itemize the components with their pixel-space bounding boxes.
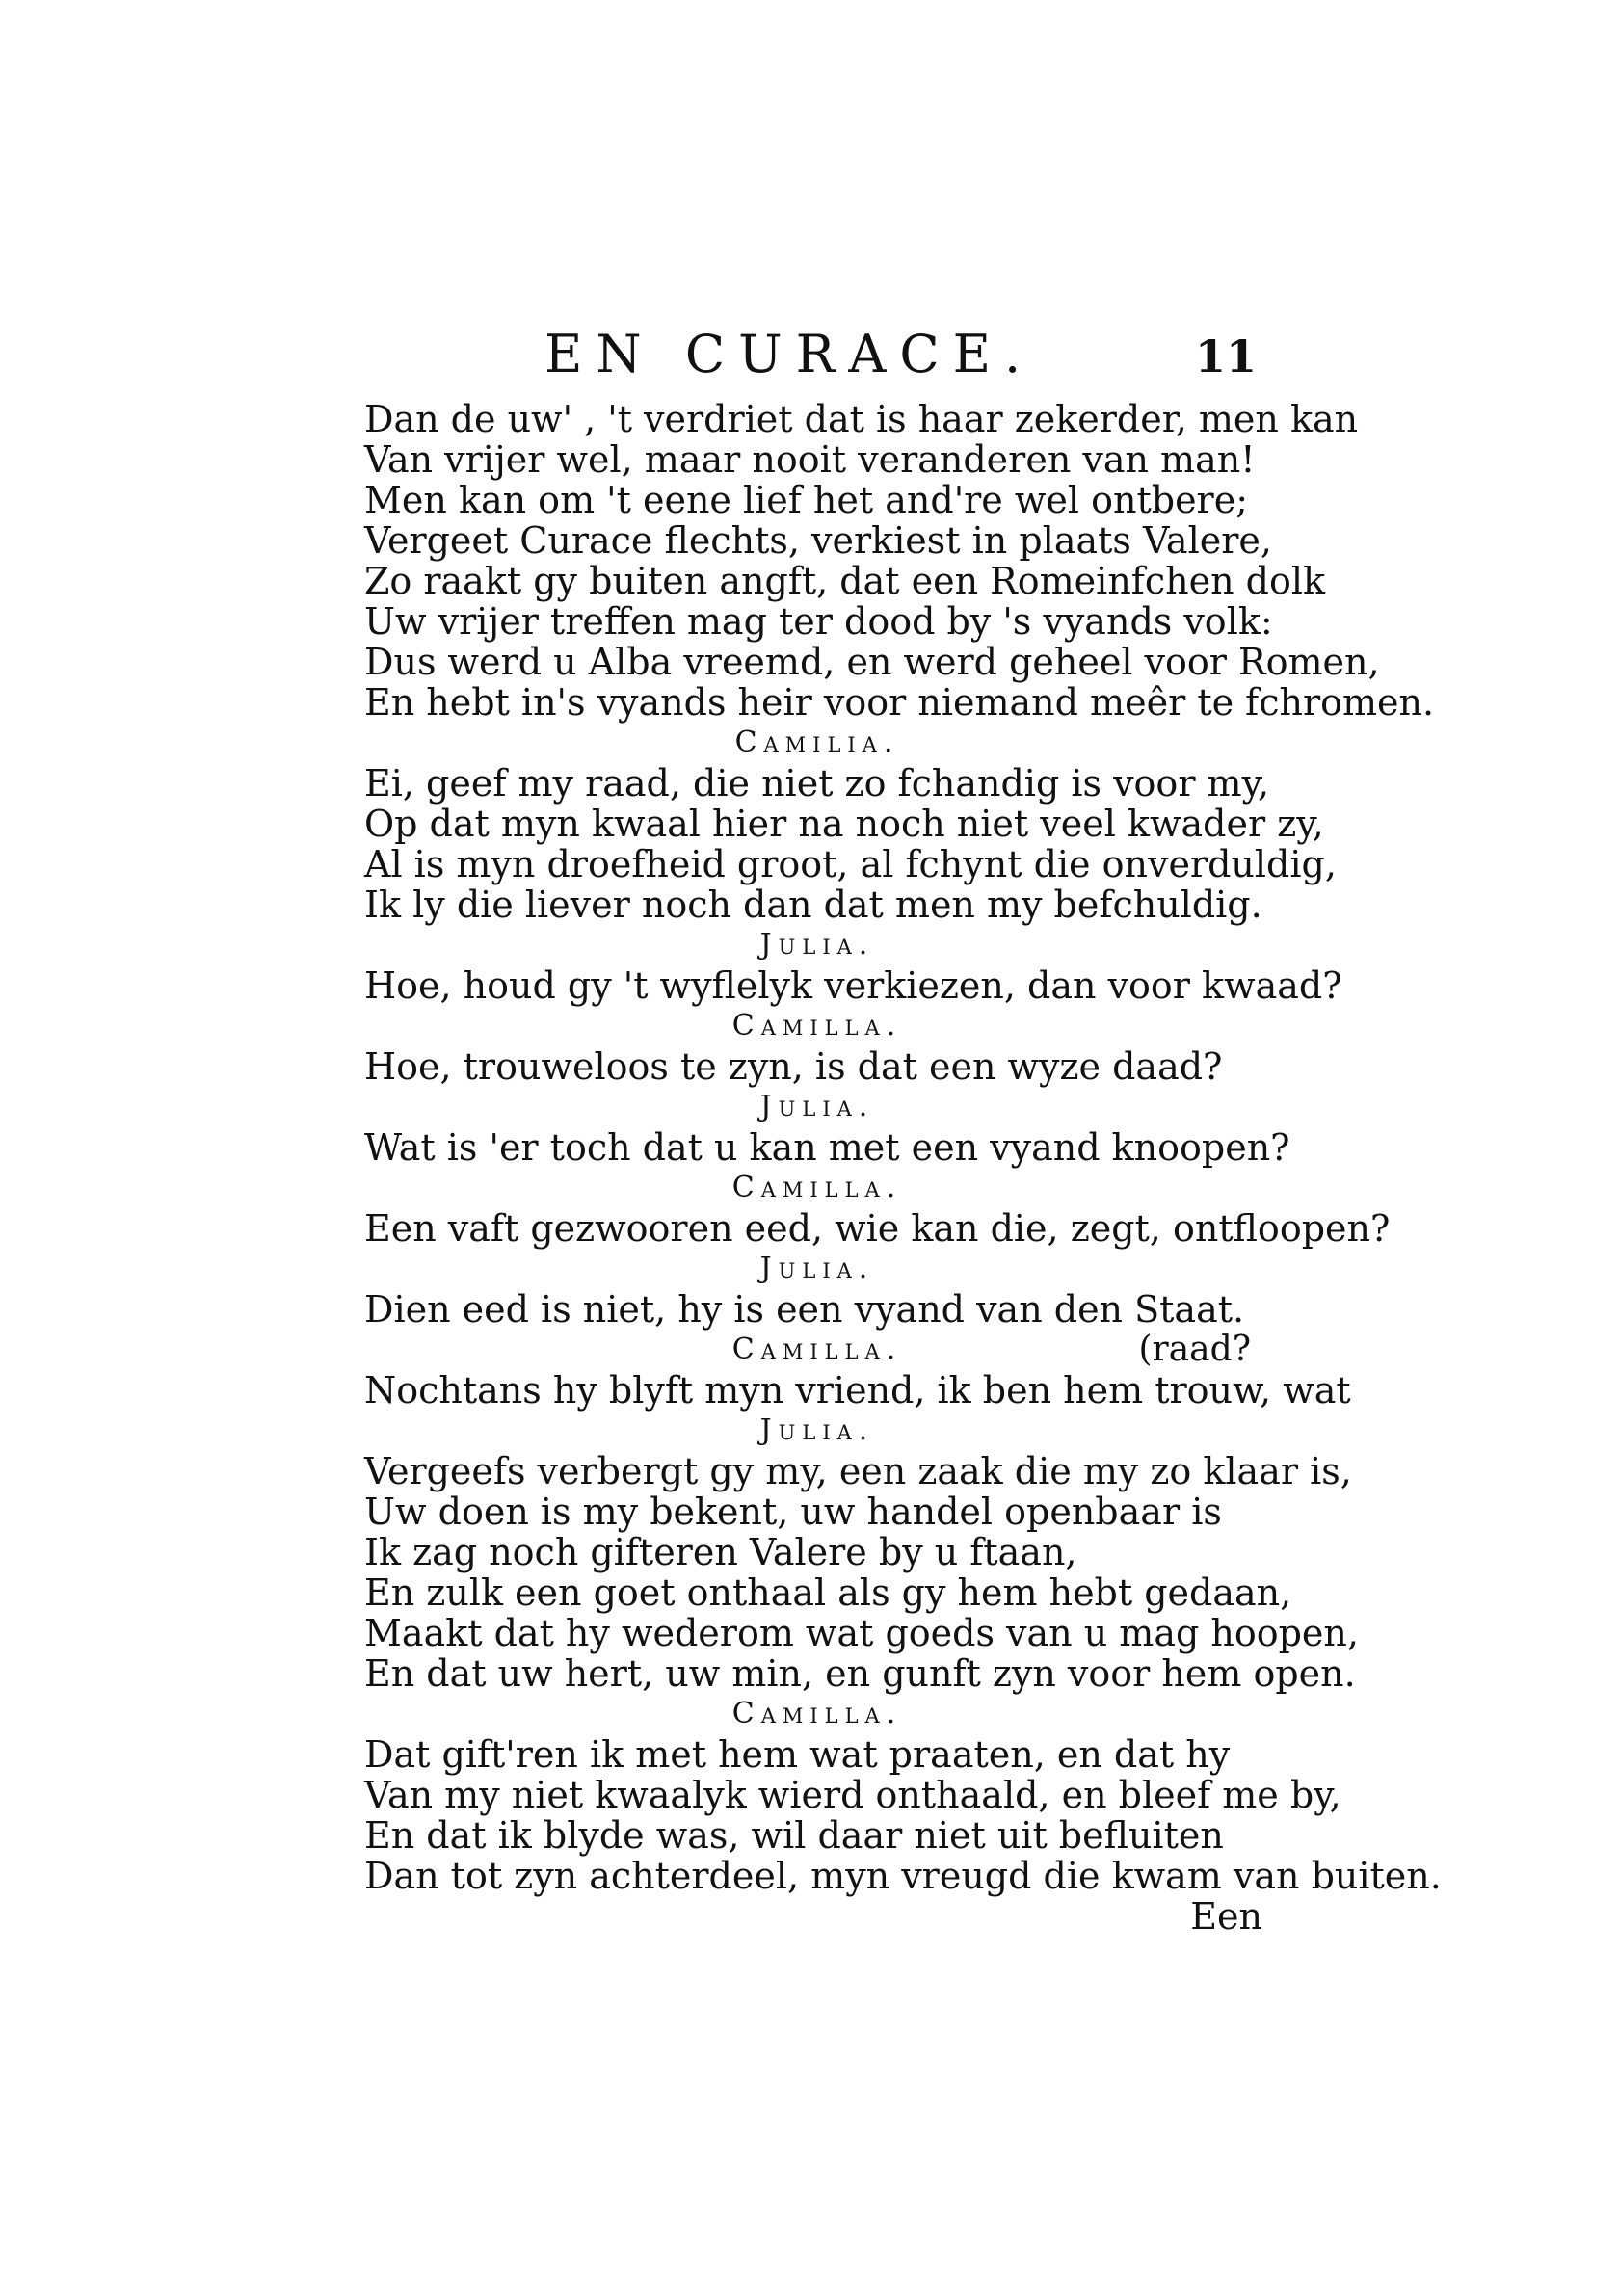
speaker-heading: Camilla.	[731, 1697, 903, 1730]
verse-line: Al is myn droefheid groot, al fchynt die onverduldig,	[364, 843, 1337, 885]
verse-line: Ik ly die liever noch dan dat men my befchuldig.	[364, 884, 1262, 926]
speaker-heading: Camilia.	[734, 726, 900, 759]
speaker-heading: Julia.	[759, 1413, 875, 1447]
verse-line: Dus werd u Alba vreemd, en werd geheel voor Romen,	[364, 641, 1380, 683]
verse-line: Uw vrijer treffen mag ter dood by 's vyands volk:	[364, 600, 1273, 643]
speaker-heading: Julia.	[759, 1252, 875, 1285]
verse-line: Wat is 'er toch dat u kan met een vyand knoopen?	[364, 1126, 1290, 1169]
catchword: Een	[1190, 1895, 1262, 1938]
verse-line: En dat ik blyde was, wil daar niet uit befluiten	[364, 1814, 1224, 1857]
verse-line: Ei, geef my raad, die niet zo fchandig is voor my,	[364, 762, 1270, 805]
verse-line: Hoe, trouweloos te zyn, is dat een wyze daad?	[364, 1045, 1223, 1088]
speaker-heading: Camilla.	[731, 1009, 903, 1042]
play-text	[364, 398, 1442, 1938]
verse-line: Dan de uw' , 't verdriet dat is haar zekerder, men kan	[364, 398, 1359, 440]
verse-line: Maakt dat hy wederom wat goeds van u mag hoopen,	[364, 1612, 1359, 1654]
verse-line: Nochtans hy blyft myn vriend, ik ben hem trouw, wat	[364, 1369, 1351, 1412]
speaker-heading: Julia.	[759, 928, 875, 962]
verse-line: Een vaft gezwooren eed, wie kan die, zegt, ontfloopen?	[364, 1207, 1391, 1250]
verse-line: Ik zag noch gifteren Valere by u ftaan,	[364, 1531, 1077, 1573]
verse-line: Van vrijer wel, maar nooit veranderen van man!	[364, 438, 1256, 481]
verse-line: Dien eed is niet, hy is een vyand van den Staat.	[364, 1288, 1245, 1331]
verse-line: Zo raakt gy buiten angft, dat een Romeinfchen dolk	[364, 560, 1326, 602]
verse-line: Vergeet Curace flechts, verkiest in plaats Valere,	[364, 519, 1272, 562]
verse-line: En dat uw hert, uw min, en gunft zyn voor hem open.	[364, 1652, 1356, 1695]
speaker-heading: Camilla.	[731, 1333, 903, 1366]
verse-line: En zulk een goet onthaal als gy hem hebt gedaan,	[364, 1571, 1292, 1614]
verse-line: Uw doen is my bekent, uw handel openbaar is	[364, 1491, 1222, 1533]
running-title: EN CURACE.	[544, 324, 1035, 384]
verse-line: En hebt in's vyands heir voor niemand meêr te fchromen.	[364, 681, 1435, 724]
page-number: 11	[1195, 330, 1258, 383]
verse-line: Dan tot zyn achterdeel, myn vreugd die kwam van buiten.	[364, 1855, 1442, 1897]
verse-line: Men kan om 't eene lief het and're wel ontbere;	[364, 479, 1249, 521]
verse-line: Op dat myn kwaal hier na noch niet veel kwader zy,	[364, 803, 1324, 845]
verse-line: Hoe, houd gy 't wyflelyk verkiezen, dan voor kwaad?	[364, 964, 1342, 1007]
verse-line: Dat gift'ren ik met hem wat praaten, en dat hy	[364, 1733, 1231, 1776]
speaker-heading: Camilla.	[731, 1171, 903, 1204]
speaker-heading: Julia.	[759, 1090, 875, 1123]
verse-line: Vergeefs verbergt gy my, een zaak die my zo klaar is,	[364, 1450, 1352, 1492]
speaker-row-with-turnover	[364, 1330, 1270, 1370]
verse-line: Van my niet kwaalyk wierd onthaald, en bleef me by,	[364, 1774, 1341, 1816]
turnover-word: (raad?	[1138, 1330, 1251, 1369]
